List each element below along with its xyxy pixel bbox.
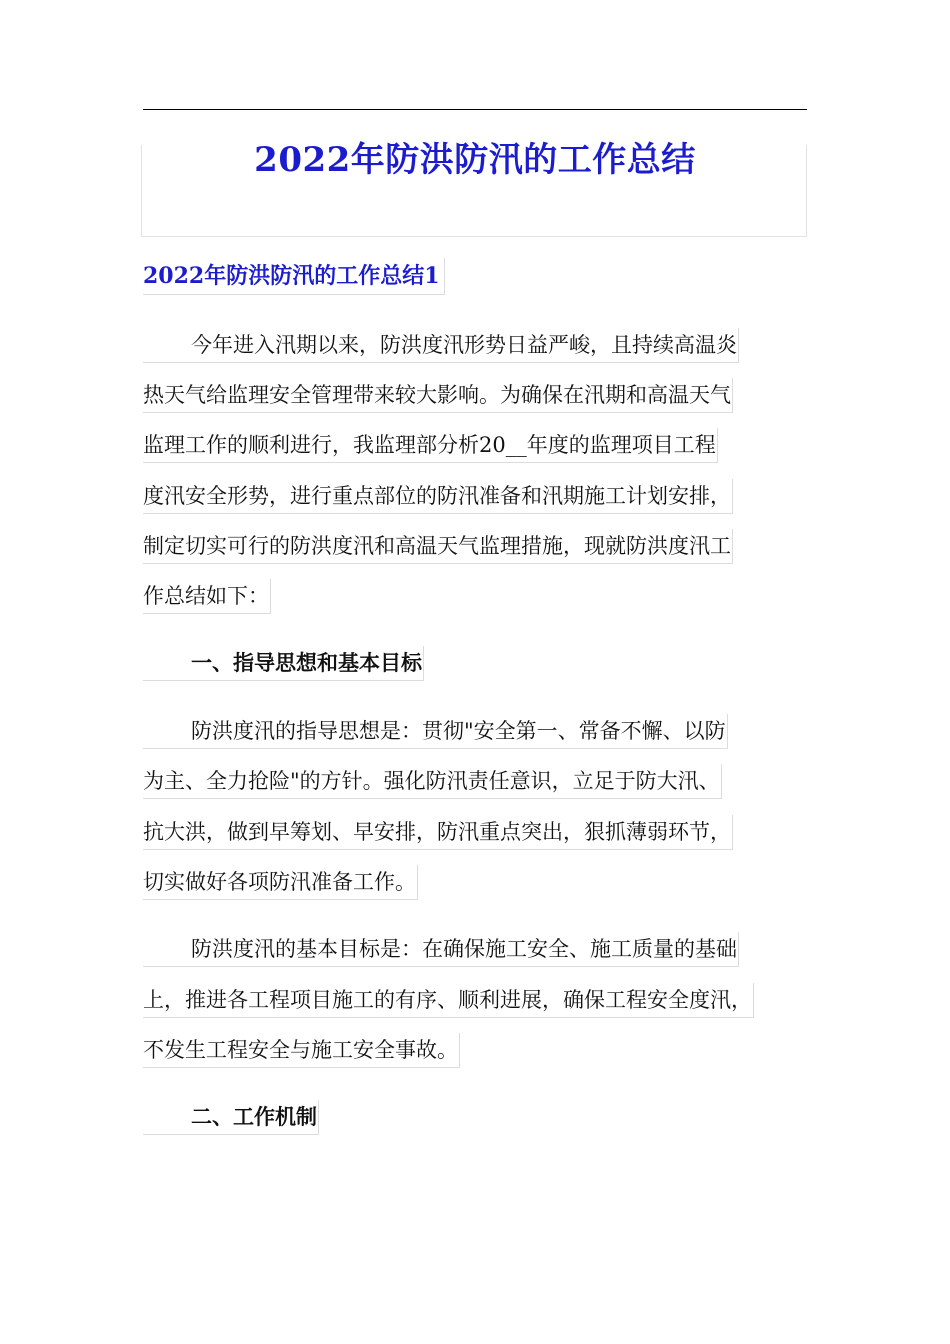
paragraph-line: 上，推进各工程项目施工的有序、顺利进展，确保工程安全度汛，	[143, 983, 754, 1018]
paragraph-line: 防洪度汛的指导思想是：贯彻"安全第一、常备不懈、以防	[143, 714, 728, 749]
section-heading: 二、工作机制	[143, 1100, 319, 1135]
paragraph-line: 抗大洪，做到早筹划、早安排，防汛重点突出，狠抓薄弱环节，	[143, 815, 733, 850]
section-heading: 一、指导思想和基本目标	[143, 646, 424, 681]
paragraph-line: 热天气给监理安全管理带来较大影响。为确保在汛期和高温天气	[143, 378, 733, 413]
paragraph-line: 度汛安全形势，进行重点部位的防汛准备和汛期施工计划安排，	[143, 479, 733, 514]
top-rule	[143, 109, 807, 110]
paragraph-line: 监理工作的顺利进行，我监理部分析20__年度的监理项目工程	[143, 428, 718, 463]
paragraph-line: 为主、全力抢险"的方针。强化防汛责任意识，立足于防大汛、	[143, 764, 722, 799]
paragraph-line: 今年进入汛期以来，防洪度汛形势日益严峻，且持续高温炎	[143, 328, 739, 363]
paragraph-line: 作总结如下：	[143, 579, 271, 614]
paragraph-line: 防洪度汛的基本目标是：在确保施工安全、施工质量的基础	[143, 932, 739, 967]
paragraph-line: 制定切实可行的防洪度汛和高温天气监理措施，现就防洪度汛工	[143, 529, 733, 564]
document-title: 2022年防洪防汛的工作总结	[254, 140, 696, 180]
section-subtitle: 2022年防洪防汛的工作总结1	[143, 258, 445, 295]
paragraph-line: 切实做好各项防汛准备工作。	[143, 865, 418, 900]
paragraph-line: 不发生工程安全与施工安全事故。	[143, 1033, 460, 1068]
